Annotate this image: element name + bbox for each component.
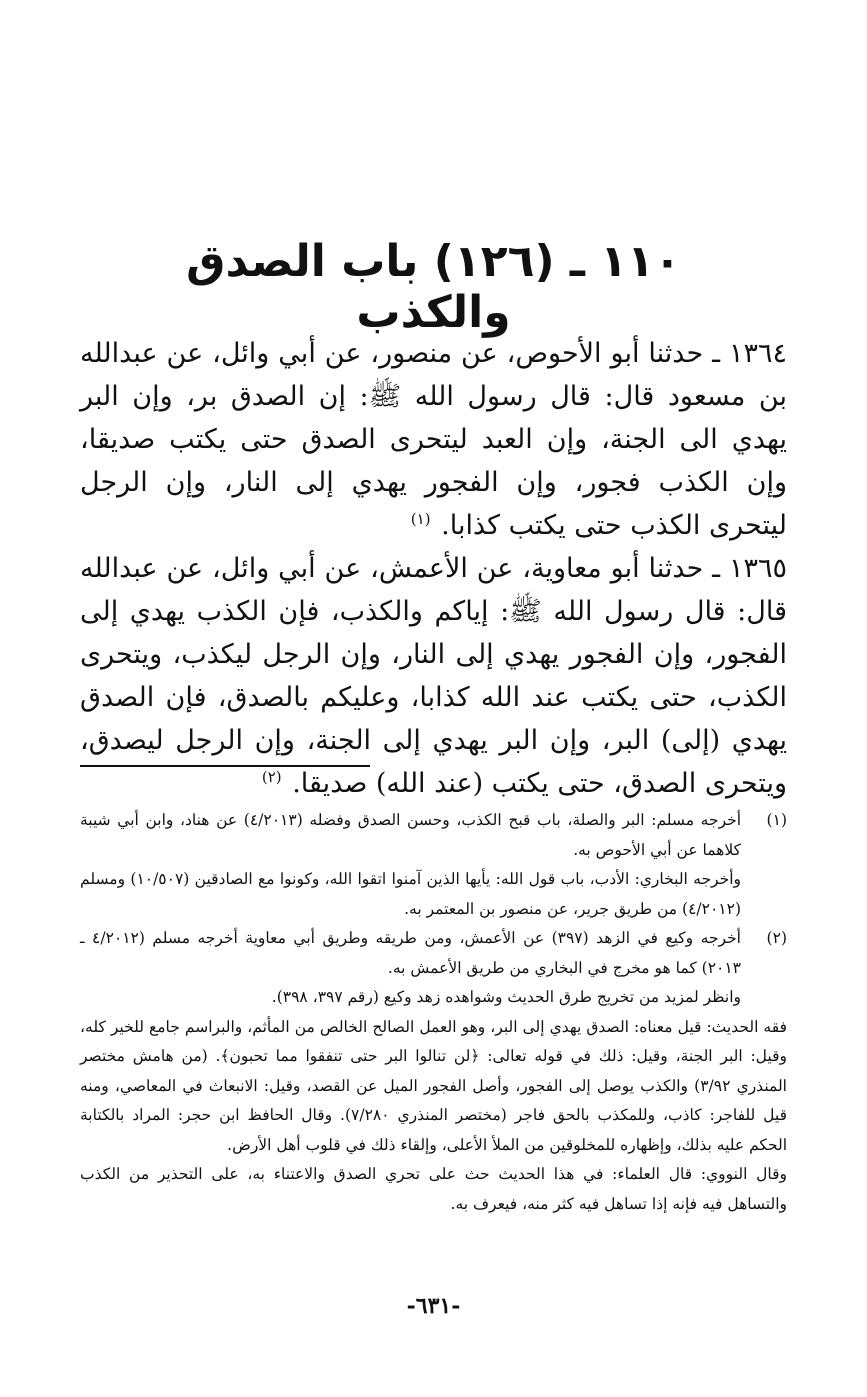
hadith-text	[80, 332, 787, 805]
footnote-paragraph: أخرجه مسلم: البر والصلة، باب قبح الكذب، وحسن الصدق وفضله (٤/٢٠١٣) عن هناد، وابن أبي شيبة كلاهما عن أبي الأحوص به.	[80, 811, 742, 859]
hadith-body: ـ حدثنا أبو الأحوص، عن منصور، عن أبي وائل، عن عبدالله بن مسعود قال: قال رسول الله ﷺ: إن الصدق بر، وإن البر يهدي الى الجنة، وإن العبد ليتحرى الصدق حتى يكتب صديقا، وإن الكذب فجور، وإن الفجور يهدي إلى النار، وإن الرجل ليتحرى الكذب حتى يكتب كذابا.	[80, 338, 787, 541]
footnote-divider	[80, 765, 370, 767]
hadith-1364	[80, 332, 787, 547]
footnote-paragraph: أخرجه وكيع في الزهد (٣٩٧) عن الأعمش، ومن طريقه وطريق أبي معاوية أخرجه مسلم (٤/٢٠١٢ ـ ٢٠١٣) كما هو مخرج في البخاري من طريق الأعمش به.	[80, 929, 741, 977]
footnote-number: (١)	[766, 811, 787, 829]
chapter-title: ١١٠ ـ (١٢٦) باب الصدق والكذب	[186, 236, 681, 338]
footnote-1	[80, 806, 787, 924]
hadith-number: ١٣٦٥	[728, 553, 787, 584]
footnote-paragraph: وانظر لمزيد من تخريج طرق الحديث وشواهده زهد وكيع (رقم ٣٩٧، ٣٩٨).	[271, 988, 741, 1006]
hadith-number: ١٣٦٤	[728, 338, 787, 369]
footnote-number: (٢)	[766, 929, 787, 947]
footnote-ref: (١)	[410, 510, 431, 528]
footnote-paragraph: وأخرجه البخاري: الأدب، باب قول الله: يأيها الذين آمنوا اتقوا الله، وكونوا مع الصادقين (١٠/٥٠٧) ومسلم (٤/٢٠١٢) من طريق جرير، عن منصور بن المعتمر به.	[80, 870, 741, 918]
commentary-paragraph: فقه الحديث: قيل معناه: الصدق يهدي إلى البر، وهو العمل الصالح الخالص من المأثم، والبراسم جامع للخير كله، وقيل: البر الجنة، وقيل: ذلك في قوله تعالى: ﴿لن تنالوا البر حتى تنفقوا مما تحبون﴾. (من هامش مختصر المنذري ٣/٩٢) والكذب يوصل إلى الفجور، وأصل الفجور الميل عن القصد، وقيل: الانبعاث في المعاصي، ومنه قيل للفاجر: كاذب، وللمكذب بالحق فاجر (مختصر المنذري ٧/٢٨٠). وقال الحافظ ابن حجر: المراد بالكتابة الحكم عليه بذلك، وإظهاره للمخلوقين من الملأ الأعلى، وإلقاء ذلك في قلوب أهل الأرض.	[80, 1017, 788, 1154]
commentary-paragraph: وقال النووي: قال العلماء: في هذا الحديث حث على تحري الصدق والاعتناء به، على التحذير من الكذب والتساهل فيه فإنه إذا تساهل فيه كثر منه، فيعرف به.	[80, 1165, 787, 1213]
hadith-body: ـ حدثنا أبو معاوية، عن الأعمش، عن أبي وائل، عن عبدالله قال: قال رسول الله ﷺ: إياكم والكذب، فإن الكذب يهدي إلى الفجور، وإن الفجور يهدي إلى النار، وإن الرجل ليكذب، ويتحرى الكذب، حتى يكتب عند الله كذابا، وعليكم بالصدق، فإن الصدق يهدي (إلى) البر، وإن البر يهدي إلى الجنة، وإن الرجل ليصدق، ويتحرى الصدق، حتى يكتب (عند الله) صديقا.	[80, 553, 787, 799]
footnotes	[80, 806, 787, 1219]
footnote-2	[80, 924, 787, 1013]
footnote-ref: (٢)	[261, 768, 282, 786]
page-number: -٦٣١-	[406, 1293, 461, 1319]
